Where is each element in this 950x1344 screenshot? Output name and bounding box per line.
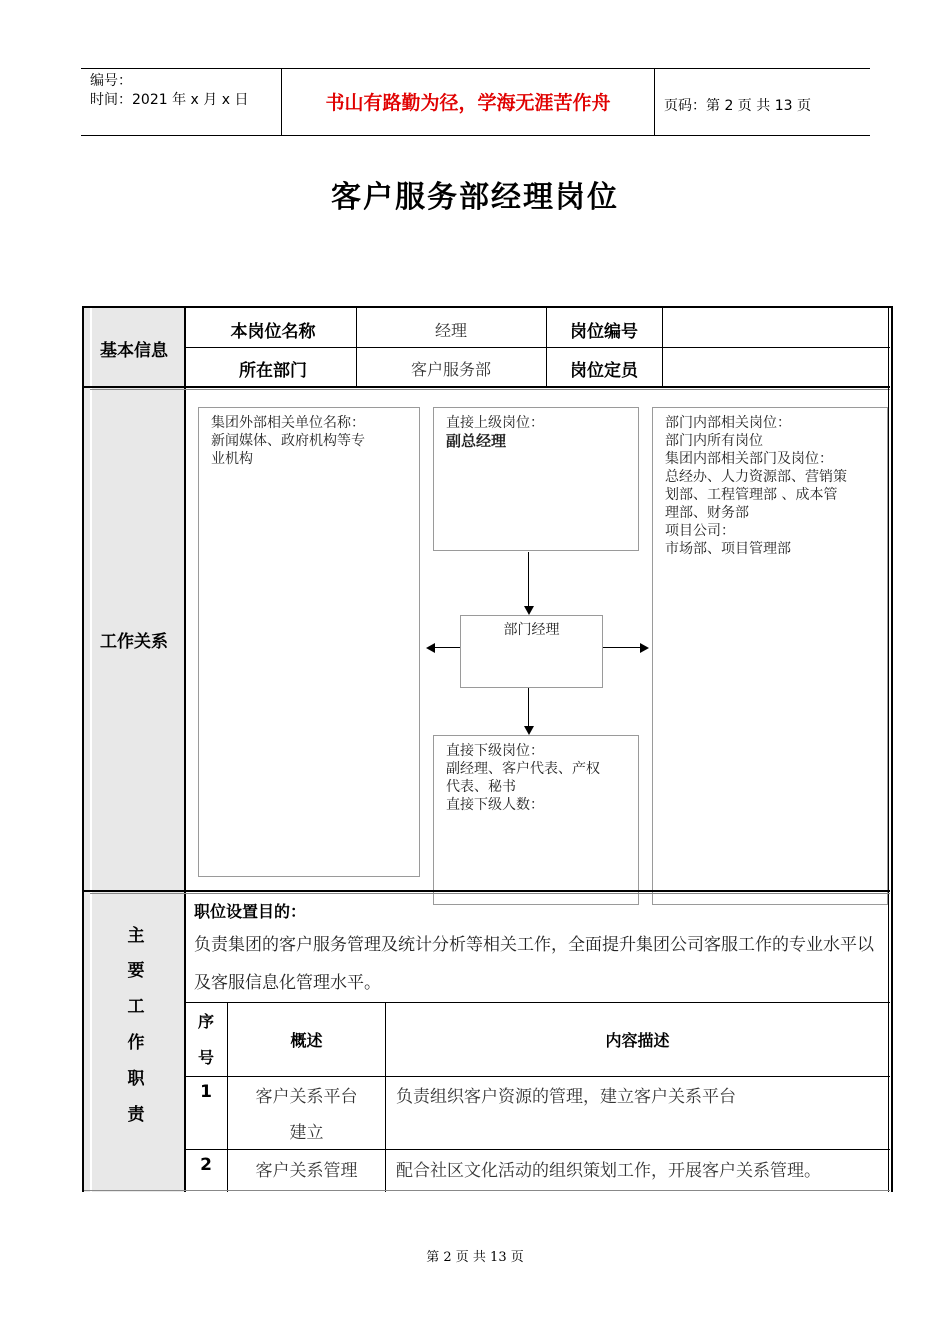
- label-column-inner: [90, 308, 92, 1192]
- external-units-box: [198, 407, 420, 877]
- arrow-superior-to-center: [528, 552, 529, 607]
- basic-section-bottom: [84, 386, 890, 388]
- time-label: 时间：2021 年 x 月 x 日: [90, 92, 249, 108]
- external-line-3: 业机构: [211, 451, 253, 467]
- arrow-head-right: [640, 643, 649, 653]
- headcount-label: 岗位定员: [570, 361, 638, 381]
- duties-label-char-2: 要: [127, 961, 145, 981]
- department-label: 所在部门: [239, 361, 307, 381]
- duties-table-top: [184, 1002, 890, 1003]
- arrow-head-down-2: [524, 726, 534, 735]
- duties-header-bottom: [184, 1076, 890, 1077]
- table-cut-bottom: [84, 1190, 890, 1191]
- position-name-value: 经理: [434, 321, 467, 340]
- relations-section-bottom-inner: [90, 893, 890, 894]
- header-divider-2: [654, 68, 655, 136]
- duties-label-char-4: 作: [127, 1033, 145, 1053]
- center-position-label: 部门经理: [503, 622, 560, 638]
- summary-header: 概述: [290, 1031, 323, 1050]
- internal-line-5: 划部、工程管理部 、成本管: [665, 487, 838, 503]
- label-column-shade: [84, 308, 184, 1192]
- duty-row-1-seq: 1: [200, 1082, 212, 1102]
- purpose-text: 负责集团的客户服务管理及统计分析等相关工作，全面提升集团公司客服工作的专业水平以及客服信息化管理水平。: [194, 935, 874, 993]
- internal-line-6: 理部、财务部: [665, 505, 749, 521]
- serial-label: 编号：: [90, 73, 132, 89]
- duty-row-1-content: 负责组织客户资源的管理，建立客户关系平台: [396, 1087, 736, 1107]
- internal-positions-box: [652, 407, 888, 905]
- internal-line-7: 项目公司：: [665, 523, 735, 539]
- internal-line-8: 市场部、项目管理部: [665, 541, 791, 557]
- duty-row-2-content: 配合社区文化活动的组织策划工作，开展客户关系管理。: [396, 1161, 821, 1181]
- duties-label-char-5: 职: [127, 1069, 145, 1089]
- header-page-info: 页码：第 2 页 共 13 页: [664, 98, 811, 114]
- arrow-center-to-right: [603, 647, 641, 648]
- arrow-center-to-left: [434, 647, 460, 648]
- arrow-head-left: [426, 643, 435, 653]
- subordinate-line-1: 直接下级岗位：: [446, 743, 544, 759]
- external-line-2: 新闻媒体、政府机构等专: [211, 433, 365, 449]
- page-title: 客户服务部经理岗位: [331, 180, 619, 215]
- duties-label-char-1: 主: [127, 926, 145, 946]
- internal-line-4: 总经办、人力资源部、营销策: [665, 469, 847, 485]
- superior-box: [433, 407, 639, 551]
- center-position-box: [460, 615, 603, 688]
- position-code-label: 岗位编号: [570, 322, 638, 342]
- department-value: 客户服务部: [410, 360, 491, 379]
- internal-line-1: 部门内部相关岗位：: [665, 415, 791, 431]
- header-divider-1: [281, 68, 282, 136]
- seq-header-2: 号: [197, 1048, 214, 1067]
- subordinate-line-3: 代表、秘书: [446, 779, 516, 795]
- internal-line-2: 部门内所有岗位: [665, 433, 763, 449]
- duty-row-1-summary-line1: 客户关系平台: [255, 1087, 358, 1107]
- subordinate-line-2: 副经理、客户代表、产权: [446, 761, 600, 777]
- basic-col-3: [662, 308, 663, 387]
- purpose-title: 职位设置目的：: [194, 902, 307, 921]
- duty-row-1-summary-line2: 建立: [289, 1123, 324, 1143]
- table-right-inner: [888, 308, 889, 1192]
- internal-line-3: 集团内部相关部门及岗位：: [665, 451, 833, 467]
- duty-row-2-seq: 2: [200, 1155, 212, 1175]
- basic-section-bottom-inner: [90, 389, 890, 390]
- basic-row-divider: [184, 347, 890, 348]
- content-header: 内容描述: [605, 1031, 670, 1050]
- external-line-1: 集团外部相关单位名称：: [211, 415, 365, 431]
- basic-info-label: 基本信息: [100, 341, 168, 361]
- work-relations-label: 工作关系: [100, 632, 168, 652]
- header-bottom-rule: [81, 135, 870, 136]
- page-footer: 第 2 页 共 13 页: [426, 1250, 524, 1265]
- header-top-rule: [81, 68, 870, 69]
- duties-row-1-bottom: [184, 1149, 890, 1150]
- duties-label-char-3: 工: [127, 997, 145, 1017]
- arrow-center-to-subordinate: [528, 688, 529, 727]
- arrow-head-down-1: [524, 606, 534, 615]
- header-motto: 书山有路勤为径，学海无涯苦作舟: [325, 92, 611, 114]
- superior-value: 副总经理: [446, 432, 507, 450]
- seq-header-1: 序: [197, 1012, 214, 1031]
- subordinate-line-4: 直接下级人数：: [446, 797, 544, 813]
- duties-label-char-6: 责: [127, 1105, 145, 1125]
- subordinate-box: [433, 735, 639, 905]
- superior-label: 直接上级岗位：: [446, 415, 544, 431]
- position-name-label: 本岗位名称: [230, 322, 316, 342]
- duty-row-2-summary-line1: 客户关系管理: [255, 1161, 358, 1181]
- relations-section-bottom: [84, 890, 890, 892]
